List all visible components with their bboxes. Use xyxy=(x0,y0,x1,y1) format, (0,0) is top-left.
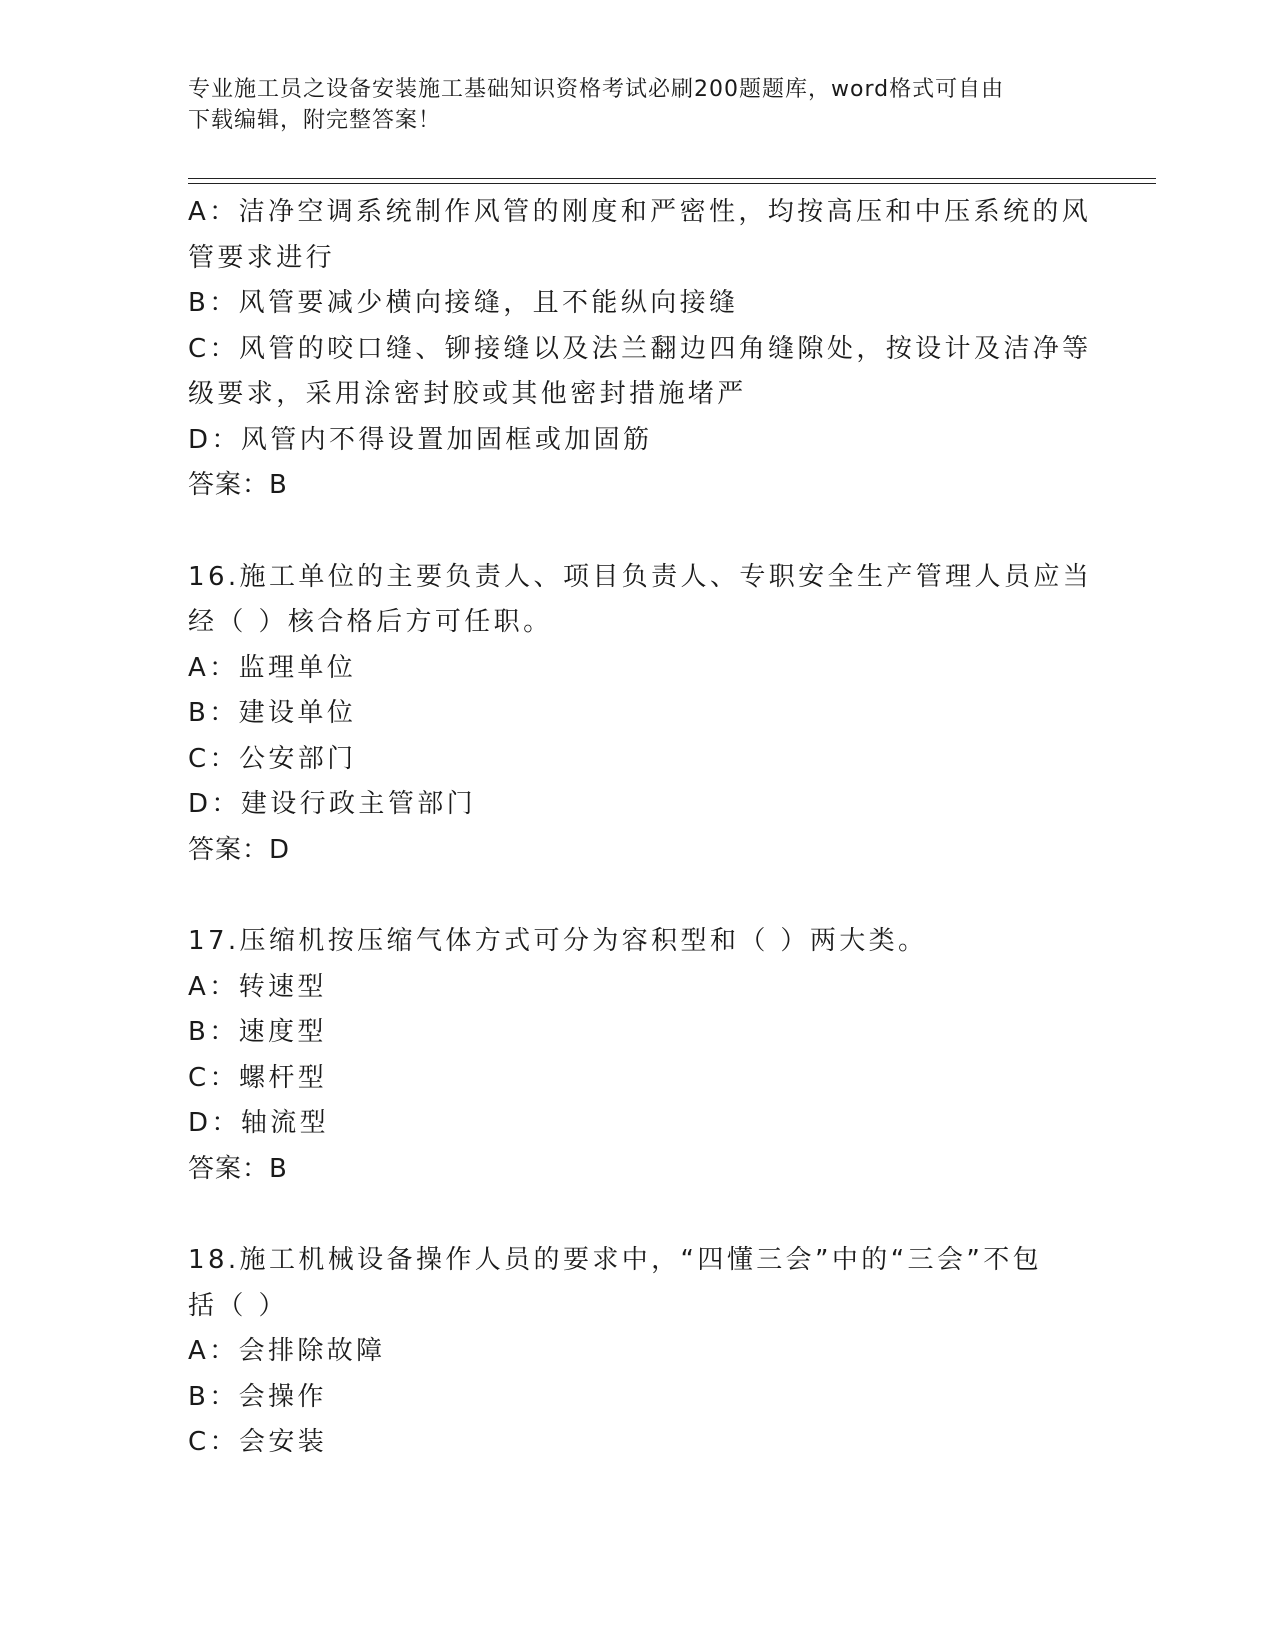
question-block xyxy=(188,919,1088,1192)
option-line: 管要求进行 xyxy=(188,242,336,273)
question-block xyxy=(188,555,1093,874)
option-line: C：公安部门 xyxy=(188,743,357,774)
option-line: D：风管内不得设置加固框或加固筋 xyxy=(188,424,653,455)
block-spacer xyxy=(188,1192,1088,1238)
document-header xyxy=(188,74,1088,136)
question-text: 18.施工机械设备操作人员的要求中，“四懂三会”中的“三会”不包 xyxy=(188,1245,1043,1275)
question-text: 经（ ）核合格后方可任职。 xyxy=(188,607,553,637)
option-line: D：轴流型 xyxy=(188,1108,330,1138)
option-line: A：会排除故障 xyxy=(188,1336,386,1366)
answer-line: 答案：D xyxy=(188,834,291,865)
question-block xyxy=(188,190,1092,509)
header-line-2: 下载编辑，附完整答案！ xyxy=(188,108,442,133)
answer-line: 答案：B xyxy=(188,1153,288,1184)
option-line: A：监理单位 xyxy=(188,652,357,683)
option-line: 级要求，采用涂密封胶或其他密封措施堵严 xyxy=(188,379,747,409)
option-line: B：会操作 xyxy=(188,1381,327,1412)
question-text: 括（ ） xyxy=(188,1290,288,1321)
option-line: D：建设行政主管部门 xyxy=(188,789,477,819)
header-divider-top xyxy=(188,178,1156,179)
question-content xyxy=(188,190,1093,1466)
block-spacer xyxy=(188,873,1088,919)
option-line: A：转速型 xyxy=(188,971,327,1002)
option-line: C：风管的咬口缝、铆接缝以及法兰翻边四角缝隙处，按设计及洁净等 xyxy=(188,333,1092,364)
question-text: 16.施工单位的主要负责人、项目负责人、专职安全生产管理人员应当 xyxy=(188,561,1093,592)
option-line: C：螺杆型 xyxy=(188,1062,328,1093)
option-line: B：速度型 xyxy=(188,1017,327,1047)
question-block xyxy=(188,1238,1088,1466)
block-spacer xyxy=(188,509,1088,555)
answer-line: 答案：B xyxy=(188,470,288,500)
option-line: B：建设单位 xyxy=(188,698,357,728)
header-divider-bottom xyxy=(188,183,1156,184)
option-line: C：会安装 xyxy=(188,1427,328,1457)
question-text: 17.压缩机按压缩气体方式可分为容积型和（ ）两大类。 xyxy=(188,926,928,956)
option-line: A：洁净空调系统制作风管的刚度和严密性，均按高压和中压系统的风 xyxy=(188,197,1092,227)
option-line: B：风管要减少横向接缝，且不能纵向接缝 xyxy=(188,288,739,318)
header-line-1: 专业施工员之设备安装施工基础知识资格考试必刷200题题库，word格式可自由 xyxy=(188,77,1005,102)
